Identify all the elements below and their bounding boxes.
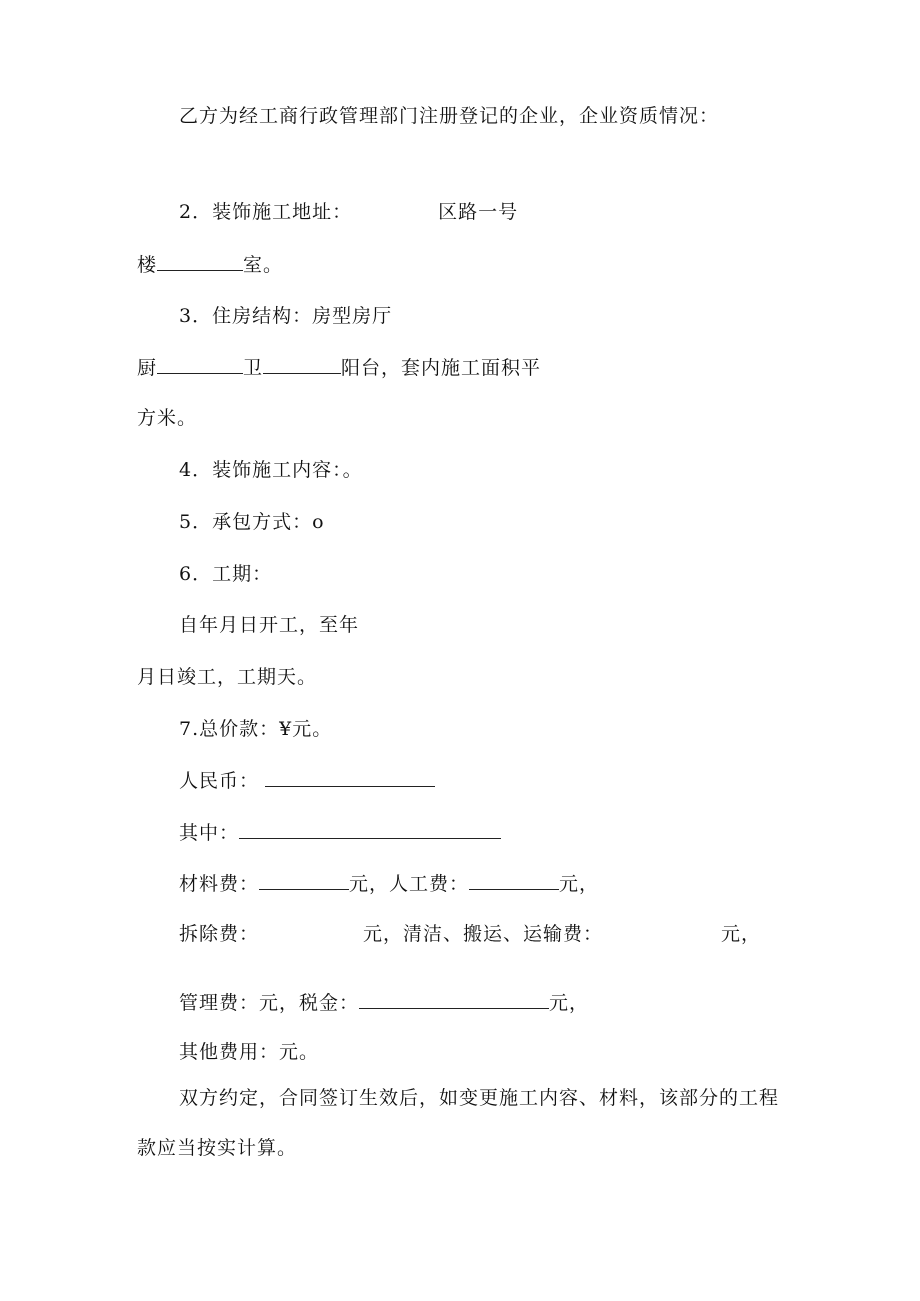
structure-line: 3．住房结构：房型房厅 — [179, 305, 393, 327]
material-fee-blank — [259, 871, 349, 890]
period-start-line: 自年月日开工，至年 — [179, 614, 360, 636]
material-labor-line: 材料费： 元，人工费： 元， — [179, 873, 600, 895]
total-price-line: 7.总价款：¥元。 — [179, 718, 333, 740]
address-room-line: 楼 室。 — [137, 254, 284, 276]
management-tax-line: 管理费：元，税金： 元， — [179, 992, 590, 1014]
labor-fee-blank — [469, 871, 559, 890]
agreement-line: 双方约定，合同签订生效后，如变更施工内容、材料，该部分的工程 — [179, 1087, 780, 1109]
other-fees-line: 其他费用：元。 — [179, 1041, 320, 1063]
structure-detail-line: 厨 卫 阳台，套内施工面积平 — [137, 357, 542, 379]
tax-blank — [359, 990, 549, 1009]
period-heading-line: 6．工期： — [179, 563, 273, 585]
breakdown-line: 其中： — [179, 820, 501, 845]
bathroom-blank — [263, 355, 341, 374]
period-end-line: 月日竣工，工期天。 — [137, 666, 318, 688]
rmb-blank — [265, 768, 435, 787]
contract-mode-line: 5．承包方式：o — [179, 511, 325, 533]
area-unit-line: 方米。 — [137, 407, 198, 429]
room-blank — [157, 252, 243, 271]
address-line: 2．装饰施工地址： 区路一号 — [179, 201, 519, 223]
breakdown-blank — [239, 820, 501, 839]
kitchen-blank — [157, 355, 243, 374]
content-line: 4．装饰施工内容：。 — [179, 459, 363, 481]
demolition-cleaning-line: 拆除费： 元，清洁、搬运、运输费： 元， — [179, 923, 762, 945]
agreement-continuation-line: 款应当按实计算。 — [137, 1137, 298, 1159]
rmb-line: 人民币： — [179, 768, 435, 793]
qualification-line: 乙方为经工商行政管理部门注册登记的企业，企业资质情况： — [179, 105, 720, 127]
